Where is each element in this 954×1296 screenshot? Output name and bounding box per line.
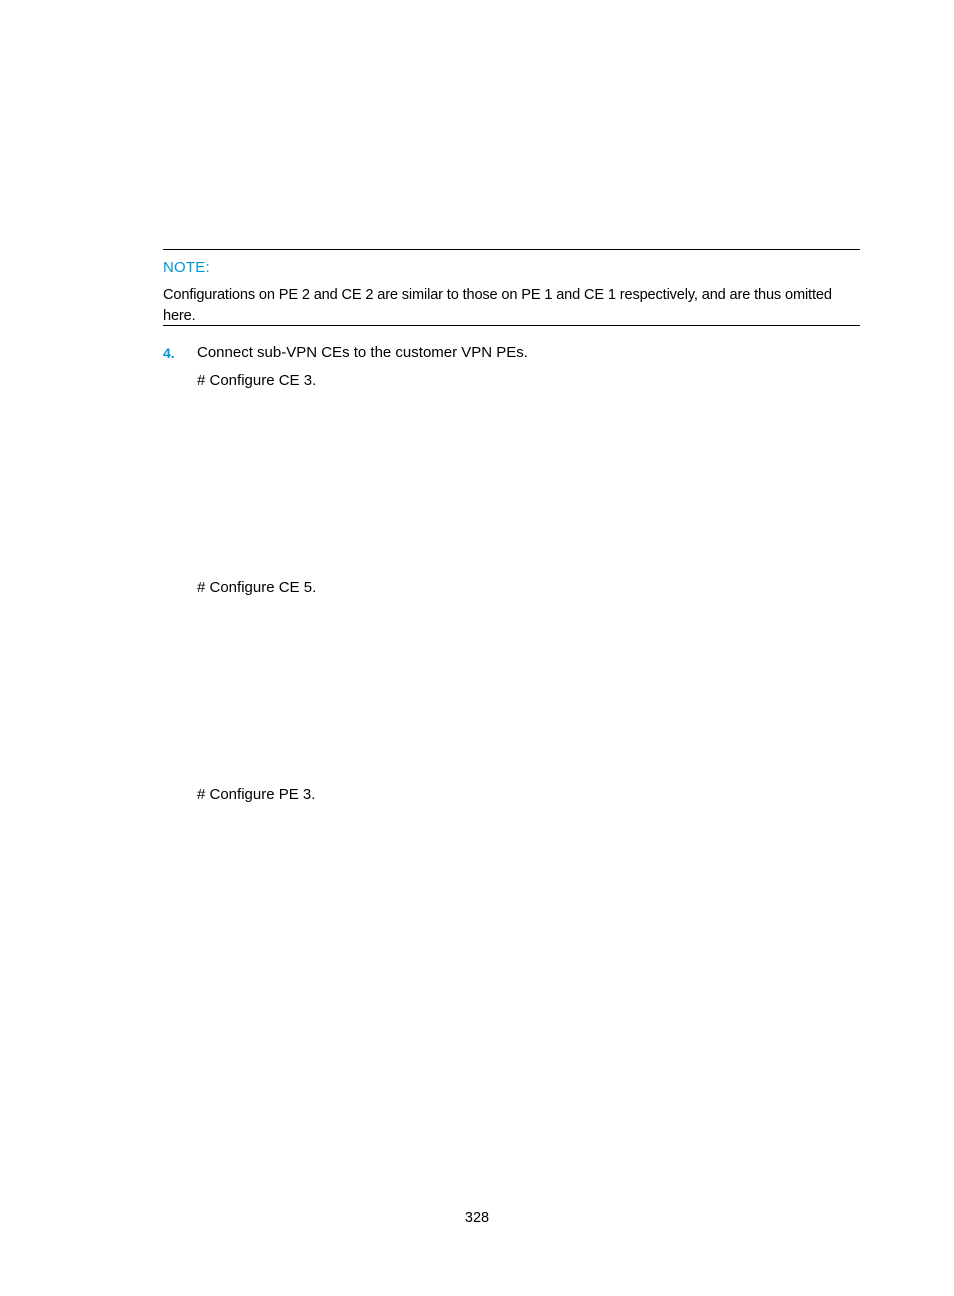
instruction-configure-pe3: # Configure PE 3. — [197, 786, 316, 803]
note-label: NOTE: — [163, 259, 210, 276]
note-text: Configurations on PE 2 and CE 2 are similar to those on PE 1 and CE 1 respectively, and are thus omitted here. — [163, 287, 832, 324]
step-text: Connect sub-VPN CEs to the customer VPN PEs. — [197, 344, 528, 361]
step-item — [163, 343, 860, 365]
instruction-configure-ce5: # Configure CE 5. — [197, 579, 317, 596]
page-number: 328 — [464, 1210, 490, 1226]
instruction-configure-ce3: # Configure CE 3. — [197, 372, 317, 389]
step-number: 4. — [163, 345, 175, 361]
note-block — [163, 249, 860, 326]
